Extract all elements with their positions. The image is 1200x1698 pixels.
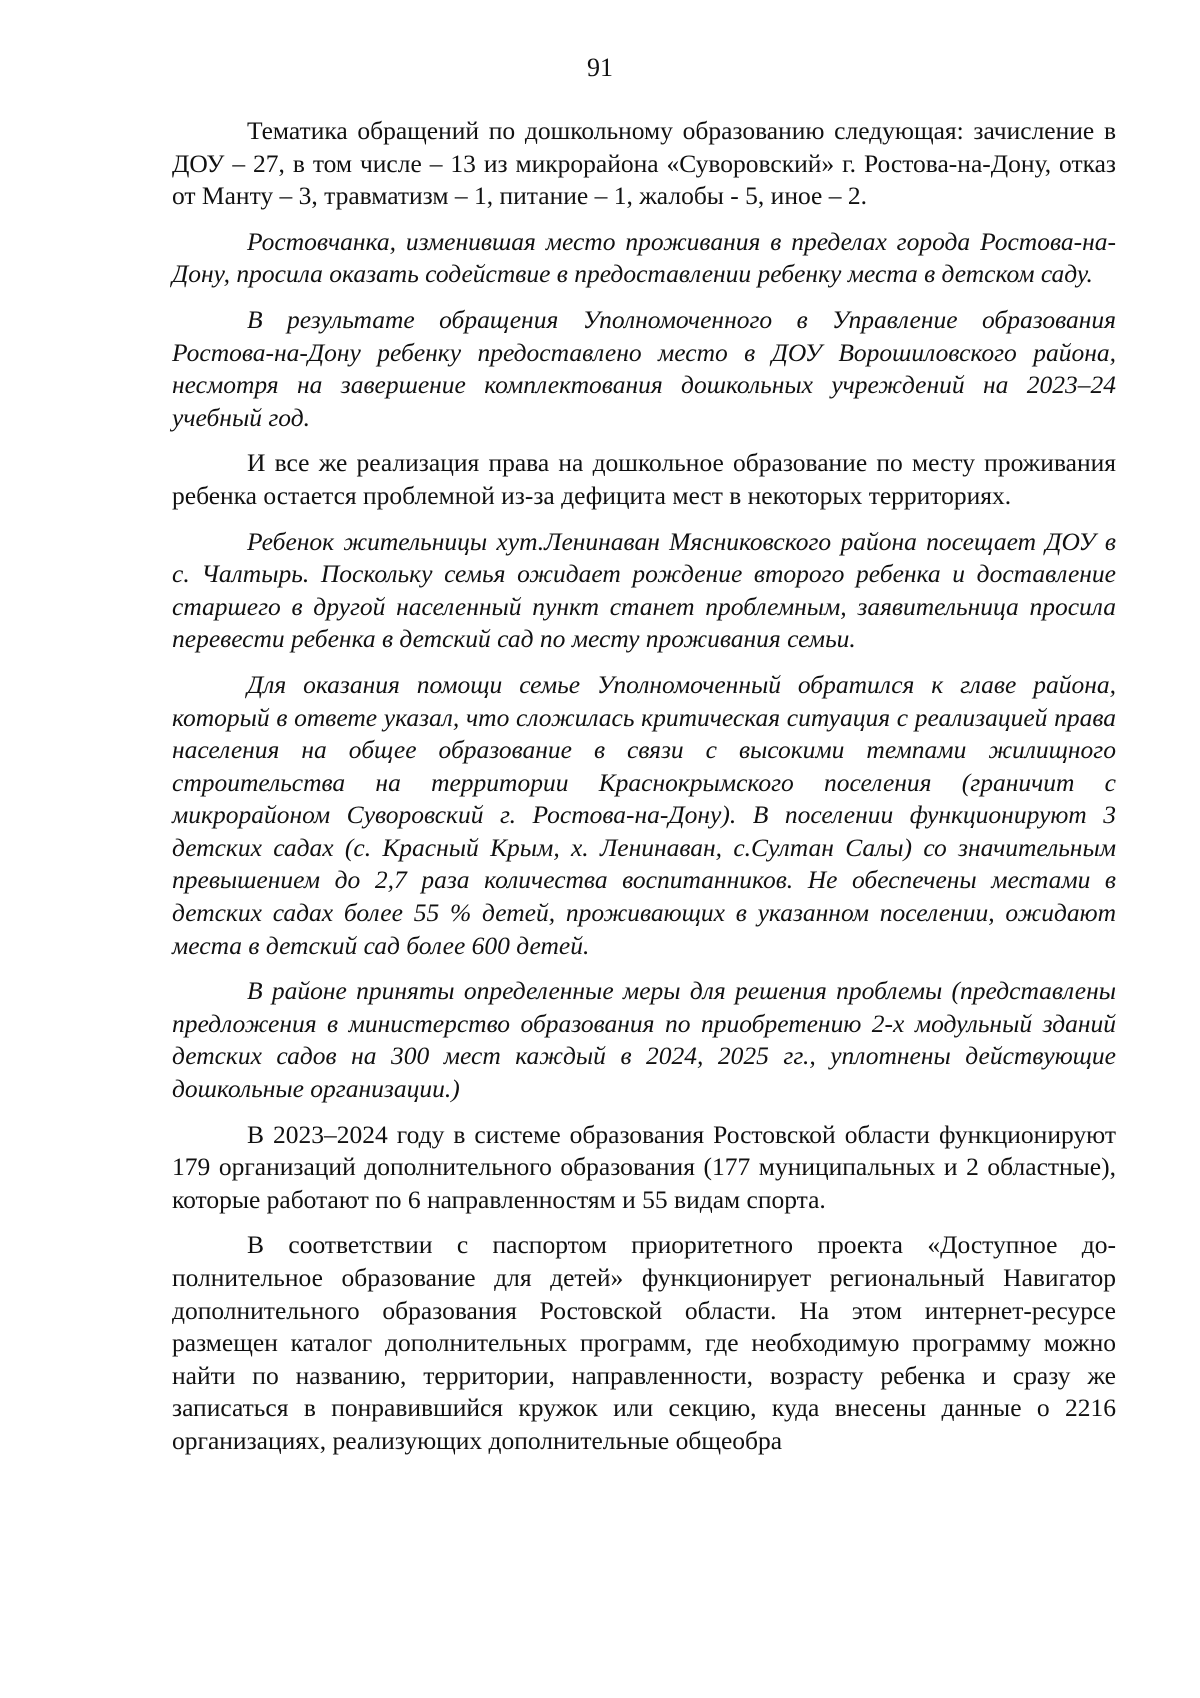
paragraph-case-district-measures: В районе приняты определенные меры для решения проблемы (представлены предложения в министерство образования по приобретению 2-х модульный зданий детских садов на 300 мест каждый в 2024, 2025 гг., уплотнены действующие дошкольные организации.) — [172, 976, 1116, 1104]
paragraph-case-rostov-resident: Ростовчанка, изменившая место проживания в пределах города Ростова-на-Дону, просила оказать содействие в предоставлении ребенку места в детском саду. — [172, 226, 1116, 289]
paragraph-case-rostov-result: В результате обращения Уполномоченного в Управление образования Ростова-на-Дону ребенку предоставлено место в ДОУ Ворошиловского района, несмотря на завершение комплектования дошкольных учреждений на 2023–24 учебный год. — [172, 304, 1116, 432]
paragraph-case-district-reply: Для оказания помощи семье Уполномоченный обратился к главе района, который в ответе указал, что сложилась критическая ситуация с реализацией права населения на общее образование в связи с высокими темпами жилищного строительства на территории Краснокрымского поселения (граничит с микрорайоном Суворовский г. Ростова-на-Дону). В поселении функционируют 3 детских садах (с. Красный Крым, х. Ленинаван, с.Султан Салы) со значительным превышением до 2,7 раза количества воспитанников. Не обеспечены местами в детских садах более 55 % детей, проживающих в указанном поселении, ожидают места в детский сад более 600 детей. — [172, 669, 1116, 960]
paragraph-preschool-problem: И все же реализация права на дошкольное образование по месту проживания ребенка остается проблемной из-за дефицита мест в некоторых территориях. — [172, 448, 1116, 510]
document-body — [172, 115, 1116, 1471]
paragraph-preschool-topics: Тематика обращений по дошкольному образованию следующая: зачисление в ДОУ – 27, в том числе – 13 из микрорайона «Суворовский» г. Ростова-на-Дону, отказ от Манту – 3, травматизм – 1, питание – 1, жалобы - 5, иное – 2. — [172, 116, 1116, 211]
paragraph-case-leninavan: Ребенок жительницы хут.Ленинаван Мясниковского района посещает ДОУ в с. Чалтырь. Поскольку семья ожидает рождение второго ребенка и доставление старшего в другой населенный пункт станет проблемным, заявительница просила перевести ребенка в детский сад по месту проживания семьи. — [172, 526, 1116, 654]
paragraph-additional-education: В 2023–2024 году в системе образования Ростовской области функционируют 179 организаций дополнительного образования (177 муниципальных и 2 областные), которые работают по 6 направленностям и 55 видам спорта. — [172, 1119, 1116, 1214]
paragraph-navigator: В соответствии с паспортом приоритетного проекта «Доступное дополнительное образование для детей» функционирует региональный Навигатор дополнительного образования Ростовской области. На этом интернет-ресурсе размещен каталог дополнительных программ, где необходимую программу можно найти по названию, территории, направленности, возрасту ребенка и сразу же записаться в понравившийся кружок или секцию, куда внесены данные о 2216 организациях, реализующих дополнительные общеобра — [172, 1230, 1116, 1455]
page-number: 91 — [587, 53, 613, 82]
